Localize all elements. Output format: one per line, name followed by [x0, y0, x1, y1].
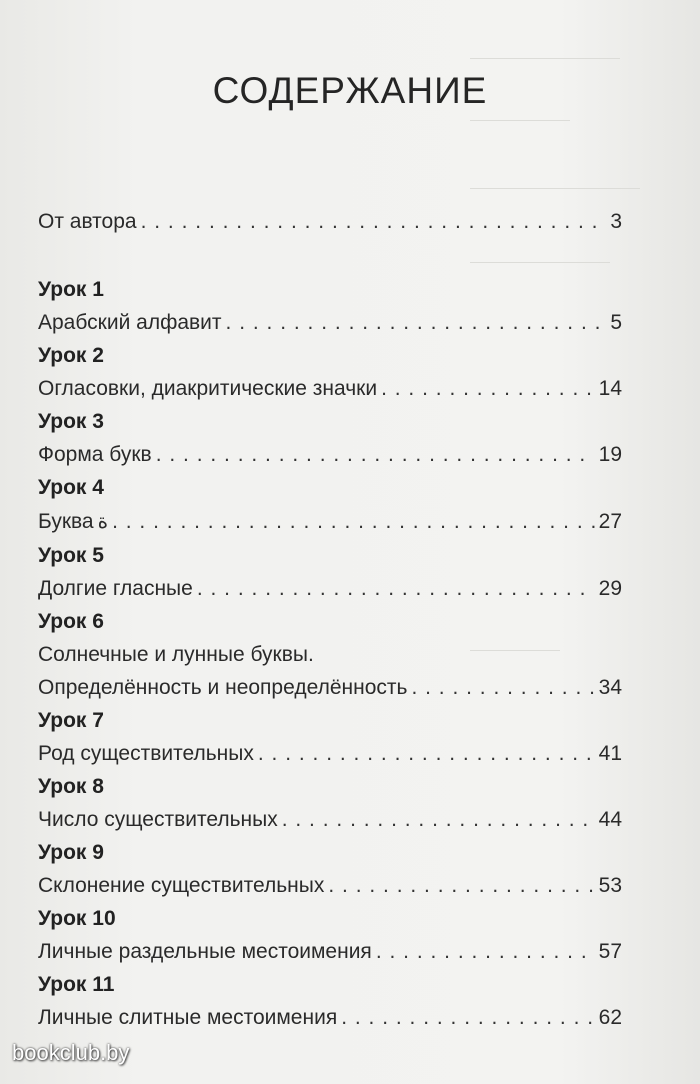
bleed-through-line [470, 120, 570, 121]
entry-label: Арабский алфавит [38, 311, 222, 334]
entry-label: Огласовки, диакритические значки [38, 377, 378, 400]
page-number: 53 [598, 874, 622, 897]
toc-entry [38, 874, 622, 898]
page-title: СОДЕРЖАНИЕ [212, 70, 488, 111]
dot-leader [112, 510, 595, 534]
page-number: 29 [598, 577, 622, 600]
lesson-heading-2: Урок 2 [38, 344, 104, 367]
toc-entry [38, 311, 622, 335]
toc-entry [38, 443, 622, 467]
entry-label [38, 509, 108, 534]
toc-entry-line-1: Солнечные и лунные буквы. [38, 643, 314, 666]
page-number: 14 [598, 377, 622, 400]
lesson-heading-5: Урок 5 [38, 544, 104, 567]
page-number: 57 [598, 940, 622, 963]
lesson-heading-4: Урок 4 [38, 476, 104, 499]
page-number: 19 [598, 443, 622, 466]
toc-entry [38, 808, 622, 832]
toc-entry [38, 1006, 622, 1030]
toc-entry [38, 742, 622, 766]
dot-leader [411, 676, 594, 700]
dot-leader [328, 874, 594, 898]
page-number: 41 [598, 742, 622, 765]
dot-leader [226, 311, 607, 335]
lesson-heading-8: Урок 8 [38, 775, 104, 798]
toc-entry [38, 377, 622, 401]
lesson-heading-6: Урок 6 [38, 610, 104, 633]
bleed-through-line [470, 650, 560, 651]
entry-label: Долгие гласные [38, 577, 193, 600]
page-number: 5 [610, 311, 622, 334]
entry-label: Род существительных [38, 742, 254, 765]
dot-leader [197, 577, 595, 601]
toc-entry [38, 940, 622, 964]
entry-label-text: Буква [38, 510, 94, 533]
watermark: bookclub.by [12, 1040, 130, 1065]
toc-entry [38, 577, 622, 601]
dot-leader [376, 940, 595, 964]
dot-leader [156, 443, 595, 467]
bleed-through-line [470, 58, 620, 59]
dot-leader [282, 808, 595, 832]
entry-label: Число существительных [38, 808, 278, 831]
bleed-through-line [470, 262, 610, 263]
dot-leader [381, 377, 595, 401]
entry-label: Личные раздельные местоимения [38, 940, 372, 963]
dot-leader [141, 210, 607, 234]
lesson-heading-9: Урок 9 [38, 841, 104, 864]
lesson-heading-7: Урок 7 [38, 709, 104, 732]
lesson-heading-3: Урок 3 [38, 410, 104, 433]
page-number: 27 [598, 510, 622, 533]
bleed-through-line [470, 188, 640, 189]
entry-label: От автора [38, 210, 137, 233]
entry-label: Определённость и неопределённость [38, 676, 408, 699]
entry-label: Склонение существительных [38, 874, 325, 897]
page-number: 3 [610, 210, 622, 233]
dot-leader [341, 1006, 594, 1030]
dot-leader [258, 742, 595, 766]
lesson-heading-11: Урок 11 [38, 973, 115, 996]
page-number: 62 [598, 1006, 622, 1029]
page-number: 44 [598, 808, 622, 831]
page-number: 34 [598, 676, 622, 699]
arabic-letter-glyph: ة [97, 509, 109, 533]
toc-entry [38, 676, 622, 700]
entry-label: Личные слитные местоимения [38, 1006, 338, 1029]
toc-entry [38, 509, 622, 534]
lesson-heading-10: Урок 10 [38, 907, 116, 930]
toc-entry-author [38, 210, 622, 234]
entry-label: Форма букв [38, 443, 152, 466]
lesson-heading-1: Урок 1 [38, 278, 104, 301]
